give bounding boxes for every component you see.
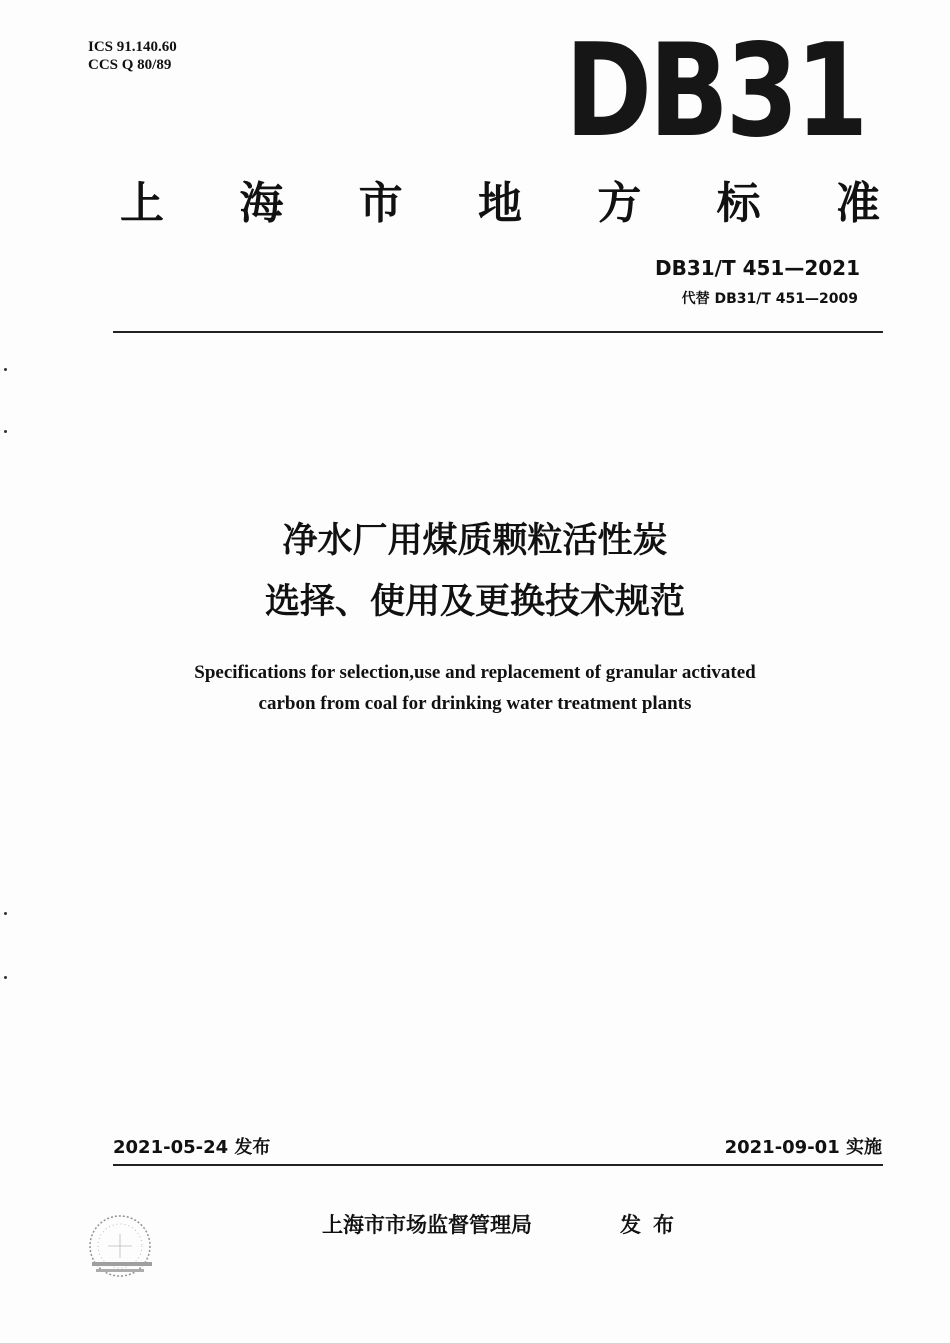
classification-codes — [88, 38, 177, 74]
ics-code: ICS 91.140.60 — [88, 39, 177, 55]
standard-type-char: 海 — [239, 178, 284, 229]
implementation-date: 2021-09-01 实施 — [724, 1137, 882, 1158]
standard-type-char: 市 — [358, 178, 403, 229]
issuing-authority: 上海市市场监督管理局 — [322, 1213, 532, 1237]
seal-stamp-icon — [78, 1206, 170, 1284]
standard-type-char: 标 — [716, 178, 761, 229]
db31-mark: DB31 — [565, 17, 866, 166]
scan-edge-mark — [4, 368, 7, 371]
scan-edge-mark — [4, 430, 7, 433]
replaces-note: 代替 DB31/T 451—2009 — [681, 291, 858, 307]
standard-type-char: 方 — [597, 178, 642, 229]
chinese-title-line-1: 净水厂用煤质颗粒活性炭 — [282, 521, 668, 561]
ccs-code: CCS Q 80/89 — [88, 57, 172, 73]
standard-type-char: 上 — [120, 178, 164, 229]
header-divider — [113, 331, 883, 333]
standard-type-heading — [120, 176, 880, 232]
english-title-line-2: carbon from coal for drinking water treatment plants — [258, 693, 692, 714]
standard-number: DB31/T 451—2021 — [655, 256, 860, 280]
standard-type-char: 准 — [835, 178, 880, 229]
issue-date: 2021-05-24 发布 — [113, 1137, 271, 1158]
standard-type-char: 地 — [477, 178, 522, 229]
scan-edge-mark — [4, 912, 7, 915]
issuing-verb: 发布 — [620, 1213, 686, 1237]
footer-divider — [113, 1164, 883, 1166]
scan-edge-mark — [4, 976, 7, 979]
chinese-title-line-2: 选择、使用及更换技术规范 — [264, 582, 685, 622]
english-title-line-1: Specifications for selection,use and replacement of granular activated — [194, 662, 756, 683]
